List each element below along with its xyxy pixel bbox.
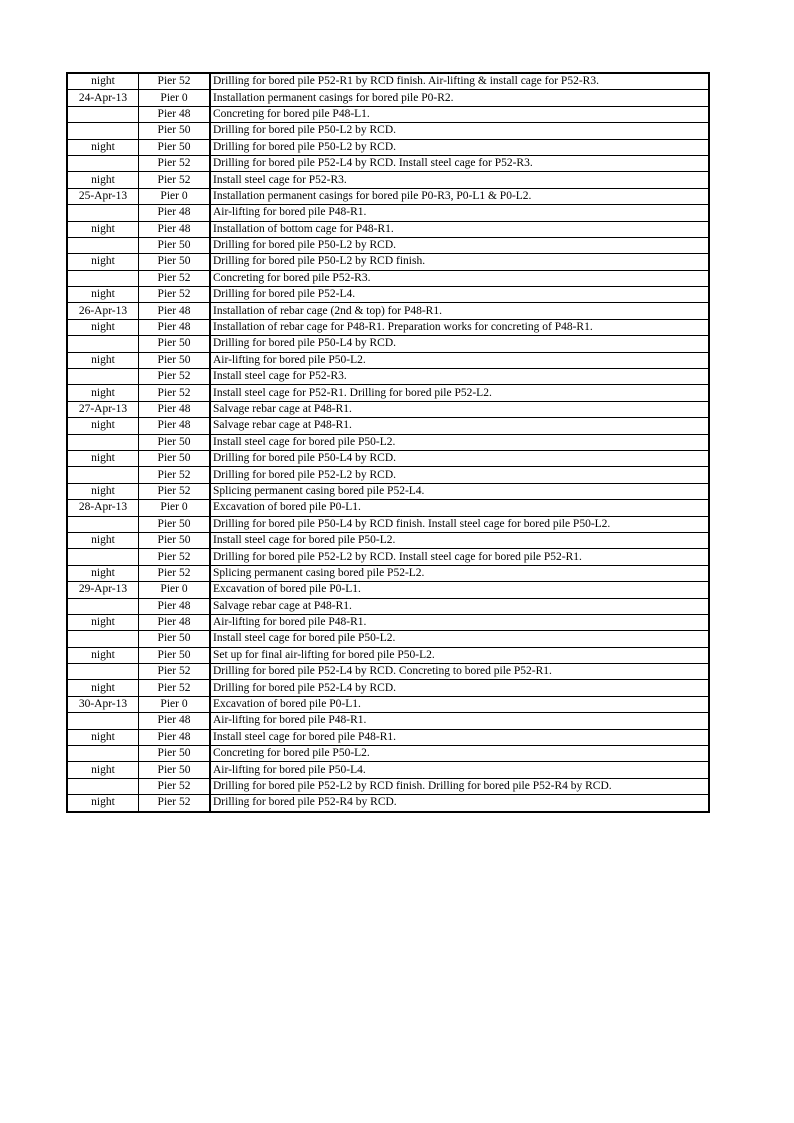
- activity-cell: Drilling for bored pile P52-L4.: [210, 287, 708, 303]
- activity-cell: Drilling for bored pile P52-L2 by RCD finish. Drilling for bored pile P52-R4 by RCD.: [210, 778, 708, 794]
- table-row: [68, 450, 708, 466]
- table-row: [68, 155, 708, 171]
- pier-cell: Pier 50: [139, 516, 211, 532]
- pier-cell: Pier 52: [139, 680, 211, 696]
- activity-cell: Drilling for bored pile P52-L2 by RCD. Install steel cage for bored pile P52-R1.: [210, 549, 708, 565]
- table-row: [68, 90, 708, 106]
- date-cell: [68, 598, 139, 614]
- date-cell: 28-Apr-13: [68, 500, 139, 516]
- pier-cell: Pier 48: [139, 713, 211, 729]
- activity-cell: Drilling for bored pile P52-L4 by RCD. Concreting to bored pile P52-R1.: [210, 664, 708, 680]
- table-row: [68, 483, 708, 499]
- activity-cell: Air-lifting for bored pile P48-R1.: [210, 614, 708, 630]
- table-row: [68, 746, 708, 762]
- date-cell: night: [68, 532, 139, 548]
- table-row: [68, 582, 708, 598]
- table-row: [68, 598, 708, 614]
- table-row: [68, 221, 708, 237]
- pier-cell: Pier 50: [139, 336, 211, 352]
- date-cell: [68, 631, 139, 647]
- table-row: [68, 287, 708, 303]
- pier-cell: Pier 52: [139, 155, 211, 171]
- pier-cell: Pier 52: [139, 74, 211, 90]
- activity-cell: Drilling for bored pile P50-L2 by RCD.: [210, 139, 708, 155]
- table-row: [68, 565, 708, 581]
- date-cell: [68, 434, 139, 450]
- table-row: [68, 532, 708, 548]
- activity-cell: Drilling for bored pile P50-L2 by RCD.: [210, 237, 708, 253]
- pier-cell: Pier 52: [139, 270, 211, 286]
- date-cell: [68, 778, 139, 794]
- pier-cell: Pier 52: [139, 467, 211, 483]
- table-row: [68, 664, 708, 680]
- activity-cell: Install steel cage for bored pile P50-L2.: [210, 532, 708, 548]
- table-row: [68, 467, 708, 483]
- pier-cell: Pier 0: [139, 90, 211, 106]
- activity-cell: Install steel cage for bored pile P48-R1.: [210, 729, 708, 745]
- log-table: [68, 74, 708, 811]
- table-row: [68, 418, 708, 434]
- table-row: [68, 778, 708, 794]
- pier-cell: Pier 50: [139, 237, 211, 253]
- pier-cell: Pier 48: [139, 106, 211, 122]
- activity-cell: Install steel cage for P52-R3.: [210, 369, 708, 385]
- table-row: [68, 205, 708, 221]
- table-row: [68, 139, 708, 155]
- activity-cell: Concreting for bored pile P50-L2.: [210, 746, 708, 762]
- activity-cell: Drilling for bored pile P52-L2 by RCD.: [210, 467, 708, 483]
- activity-cell: Installation permanent casings for bored pile P0-R2.: [210, 90, 708, 106]
- pier-cell: Pier 48: [139, 303, 211, 319]
- activity-cell: Excavation of bored pile P0-L1.: [210, 500, 708, 516]
- date-cell: [68, 123, 139, 139]
- pier-cell: Pier 50: [139, 647, 211, 663]
- table-row: [68, 74, 708, 90]
- date-cell: 29-Apr-13: [68, 582, 139, 598]
- table-row: [68, 123, 708, 139]
- pier-cell: Pier 50: [139, 450, 211, 466]
- table-row: [68, 237, 708, 253]
- table-row: [68, 631, 708, 647]
- date-cell: night: [68, 74, 139, 90]
- pier-cell: Pier 52: [139, 287, 211, 303]
- activity-cell: Install steel cage for bored pile P50-L2.: [210, 434, 708, 450]
- date-cell: night: [68, 565, 139, 581]
- pier-cell: Pier 0: [139, 582, 211, 598]
- activity-cell: Drilling for bored pile P50-L2 by RCD finish.: [210, 254, 708, 270]
- date-cell: night: [68, 762, 139, 778]
- table-row: [68, 614, 708, 630]
- date-cell: [68, 713, 139, 729]
- table-row: [68, 434, 708, 450]
- pier-cell: Pier 52: [139, 549, 211, 565]
- date-cell: night: [68, 254, 139, 270]
- table-row: [68, 270, 708, 286]
- activity-cell: Salvage rebar cage at P48-R1.: [210, 418, 708, 434]
- activity-cell: Drilling for bored pile P50-L4 by RCD.: [210, 336, 708, 352]
- activity-cell: Drilling for bored pile P50-L4 by RCD.: [210, 450, 708, 466]
- table-row: [68, 188, 708, 204]
- activity-cell: Excavation of bored pile P0-L1.: [210, 582, 708, 598]
- table-row: [68, 729, 708, 745]
- pier-cell: Pier 52: [139, 385, 211, 401]
- date-cell: night: [68, 729, 139, 745]
- activity-cell: Air-lifting for bored pile P48-R1.: [210, 713, 708, 729]
- activity-cell: Concreting for bored pile P48-L1.: [210, 106, 708, 122]
- pier-cell: Pier 50: [139, 762, 211, 778]
- activity-cell: Drilling for bored pile P52-L4 by RCD.: [210, 680, 708, 696]
- activity-cell: Drilling for bored pile P52-L4 by RCD. Install steel cage for P52-R3.: [210, 155, 708, 171]
- activity-cell: Concreting for bored pile P52-R3.: [210, 270, 708, 286]
- table-row: [68, 762, 708, 778]
- table-row: [68, 319, 708, 335]
- pier-cell: Pier 48: [139, 205, 211, 221]
- pier-cell: Pier 48: [139, 401, 211, 417]
- pier-cell: Pier 52: [139, 795, 211, 811]
- date-cell: night: [68, 385, 139, 401]
- pier-cell: Pier 48: [139, 418, 211, 434]
- date-cell: 25-Apr-13: [68, 188, 139, 204]
- date-cell: 27-Apr-13: [68, 401, 139, 417]
- table-row: [68, 696, 708, 712]
- pier-cell: Pier 50: [139, 254, 211, 270]
- date-cell: [68, 205, 139, 221]
- pier-cell: Pier 52: [139, 483, 211, 499]
- activity-cell: Splicing permanent casing bored pile P52-L2.: [210, 565, 708, 581]
- pier-cell: Pier 48: [139, 319, 211, 335]
- log-table-body: [68, 74, 708, 811]
- date-cell: night: [68, 795, 139, 811]
- activity-cell: Air-lifting for bored pile P50-L2.: [210, 352, 708, 368]
- activity-cell: Installation permanent casings for bored pile P0-R3, P0-L1 & P0-L2.: [210, 188, 708, 204]
- table-row: [68, 795, 708, 811]
- pier-cell: Pier 50: [139, 352, 211, 368]
- pier-cell: Pier 0: [139, 696, 211, 712]
- table-row: [68, 516, 708, 532]
- pier-cell: Pier 50: [139, 746, 211, 762]
- date-cell: [68, 237, 139, 253]
- date-cell: night: [68, 221, 139, 237]
- date-cell: night: [68, 139, 139, 155]
- activity-cell: Splicing permanent casing bored pile P52-L4.: [210, 483, 708, 499]
- date-cell: [68, 516, 139, 532]
- activity-cell: Drilling for bored pile P52-R1 by RCD finish. Air-lifting & install cage for P52-R3.: [210, 74, 708, 90]
- pier-cell: Pier 52: [139, 565, 211, 581]
- table-row: [68, 549, 708, 565]
- date-cell: night: [68, 319, 139, 335]
- date-cell: [68, 106, 139, 122]
- pier-cell: Pier 50: [139, 434, 211, 450]
- date-cell: 26-Apr-13: [68, 303, 139, 319]
- date-cell: night: [68, 450, 139, 466]
- date-cell: night: [68, 418, 139, 434]
- pier-cell: Pier 48: [139, 598, 211, 614]
- date-cell: night: [68, 680, 139, 696]
- table-row: [68, 401, 708, 417]
- pier-cell: Pier 52: [139, 369, 211, 385]
- table-row: [68, 352, 708, 368]
- table-row: [68, 713, 708, 729]
- date-cell: [68, 467, 139, 483]
- pier-cell: Pier 50: [139, 139, 211, 155]
- table-row: [68, 172, 708, 188]
- activity-cell: Install steel cage for bored pile P50-L2.: [210, 631, 708, 647]
- pier-cell: Pier 0: [139, 188, 211, 204]
- date-cell: [68, 270, 139, 286]
- table-row: [68, 106, 708, 122]
- activity-cell: Excavation of bored pile P0-L1.: [210, 696, 708, 712]
- table-row: [68, 336, 708, 352]
- table-row: [68, 500, 708, 516]
- date-cell: [68, 155, 139, 171]
- work-log-table: [66, 72, 710, 813]
- date-cell: [68, 664, 139, 680]
- activity-cell: Drilling for bored pile P50-L2 by RCD.: [210, 123, 708, 139]
- table-row: [68, 680, 708, 696]
- pier-cell: Pier 48: [139, 614, 211, 630]
- pier-cell: Pier 50: [139, 532, 211, 548]
- pier-cell: Pier 52: [139, 172, 211, 188]
- activity-cell: Air-lifting for bored pile P48-R1.: [210, 205, 708, 221]
- date-cell: night: [68, 614, 139, 630]
- activity-cell: Salvage rebar cage at P48-R1.: [210, 598, 708, 614]
- pier-cell: Pier 0: [139, 500, 211, 516]
- table-row: [68, 369, 708, 385]
- date-cell: [68, 369, 139, 385]
- pier-cell: Pier 52: [139, 664, 211, 680]
- activity-cell: Install steel cage for P52-R1. Drilling for bored pile P52-L2.: [210, 385, 708, 401]
- pier-cell: Pier 48: [139, 221, 211, 237]
- date-cell: night: [68, 483, 139, 499]
- activity-cell: Drilling for bored pile P50-L4 by RCD finish. Install steel cage for bored pile P50-L2.: [210, 516, 708, 532]
- pier-cell: Pier 50: [139, 123, 211, 139]
- activity-cell: Installation of bottom cage for P48-R1.: [210, 221, 708, 237]
- activity-cell: Air-lifting for bored pile P50-L4.: [210, 762, 708, 778]
- date-cell: night: [68, 172, 139, 188]
- date-cell: 30-Apr-13: [68, 696, 139, 712]
- date-cell: [68, 336, 139, 352]
- activity-cell: Installation of rebar cage (2nd & top) for P48-R1.: [210, 303, 708, 319]
- activity-cell: Drilling for bored pile P52-R4 by RCD.: [213, 796, 397, 809]
- date-cell: night: [68, 647, 139, 663]
- date-cell: [68, 746, 139, 762]
- table-row: [68, 385, 708, 401]
- activity-cell: Installation of rebar cage for P48-R1. Preparation works for concreting of P48-R1.: [210, 319, 708, 335]
- date-cell: [68, 549, 139, 565]
- activity-cell: Salvage rebar cage at P48-R1.: [210, 401, 708, 417]
- date-cell: 24-Apr-13: [68, 90, 139, 106]
- date-cell: night: [68, 287, 139, 303]
- date-cell: night: [68, 352, 139, 368]
- activity-cell: Install steel cage for P52-R3.: [210, 172, 708, 188]
- table-row: [68, 303, 708, 319]
- pier-cell: Pier 50: [139, 631, 211, 647]
- activity-cell: Set up for final air-lifting for bored pile P50-L2.: [210, 647, 708, 663]
- pier-cell: Pier 48: [139, 729, 211, 745]
- table-row: [68, 254, 708, 270]
- table-row: [68, 647, 708, 663]
- pier-cell: Pier 52: [139, 778, 211, 794]
